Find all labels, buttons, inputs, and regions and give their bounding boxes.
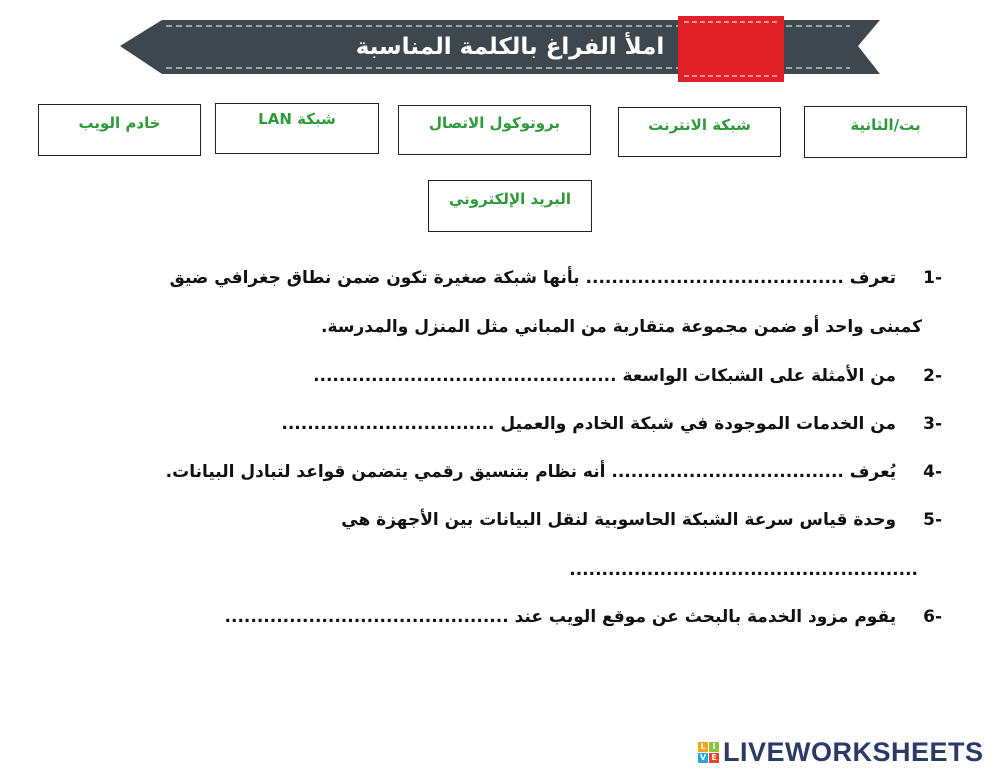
title-banner (120, 16, 900, 82)
question-6 (225, 607, 942, 627)
question-text: يقوم مزود الخدمة بالبحث عن موقع الويب عند ............................................ (224, 607, 897, 627)
question-1 (170, 268, 942, 288)
logo-mark-icon (698, 742, 719, 763)
question-number: 3- (923, 414, 942, 434)
question-number: 4- (923, 462, 942, 482)
logo-text: LIVEWORKSHEETS (723, 736, 984, 767)
word-option-label: بروتوكول الاتصال (428, 114, 561, 132)
word-option-internet[interactable] (618, 107, 781, 157)
word-option-email[interactable] (428, 180, 592, 232)
question-text: من الخدمات الموجودة في شبكة الخادم والعميل ................................. (281, 414, 897, 434)
logo-letter: I (709, 742, 719, 752)
question-number: 1- (923, 268, 942, 288)
word-option-label: خادم الويب (78, 114, 161, 132)
question-3 (281, 414, 942, 434)
word-option-bits-per-second[interactable] (804, 106, 967, 158)
question-4 (166, 462, 942, 482)
question-text: تعرف ........................................ بأنها شبكة صغيرة تكون ضمن نطاق جغرافي ضيق (169, 268, 897, 288)
question-number: 6- (923, 607, 942, 627)
question-text: من الأمثلة على الشبكات الواسعة ............................................... (313, 366, 897, 386)
question-number: 5- (923, 510, 942, 530)
question-number: 2- (923, 366, 942, 386)
word-option-label: بت/الثانية (850, 116, 921, 134)
word-option-label: البريد الإلكتروني (449, 190, 571, 208)
question-1-continuation: كمبنى واحد أو ضمن مجموعة متقاربة من المباني مثل المنزل والمدرسة. (321, 317, 922, 337)
logo-letter: L (698, 742, 708, 752)
logo-letter: V (699, 752, 707, 762)
question-2 (313, 366, 942, 386)
question-5-answer-blank[interactable]: ...................................................... (569, 560, 918, 580)
question-text: وحدة قياس سرعة الشبكة الحاسوبية لنقل البيانات بين الأجهزة هي (341, 510, 897, 530)
word-option-label: شبكة الانترنت (648, 116, 751, 134)
word-option-label: شبكة LAN (258, 110, 336, 128)
word-option-lan[interactable] (215, 103, 379, 154)
word-option-web-server[interactable] (38, 104, 201, 156)
page-title: املأ الفراغ بالكلمة المناسبة (355, 34, 665, 60)
liveworksheets-logo (698, 736, 984, 767)
word-option-protocol[interactable] (398, 105, 591, 155)
question-5 (341, 510, 942, 530)
logo-letter: E (709, 753, 719, 763)
question-text: يُعرف .................................... أنه نظام بتنسيق رقمي يتضمن قواعد لتبادل البيانات. (165, 462, 897, 482)
